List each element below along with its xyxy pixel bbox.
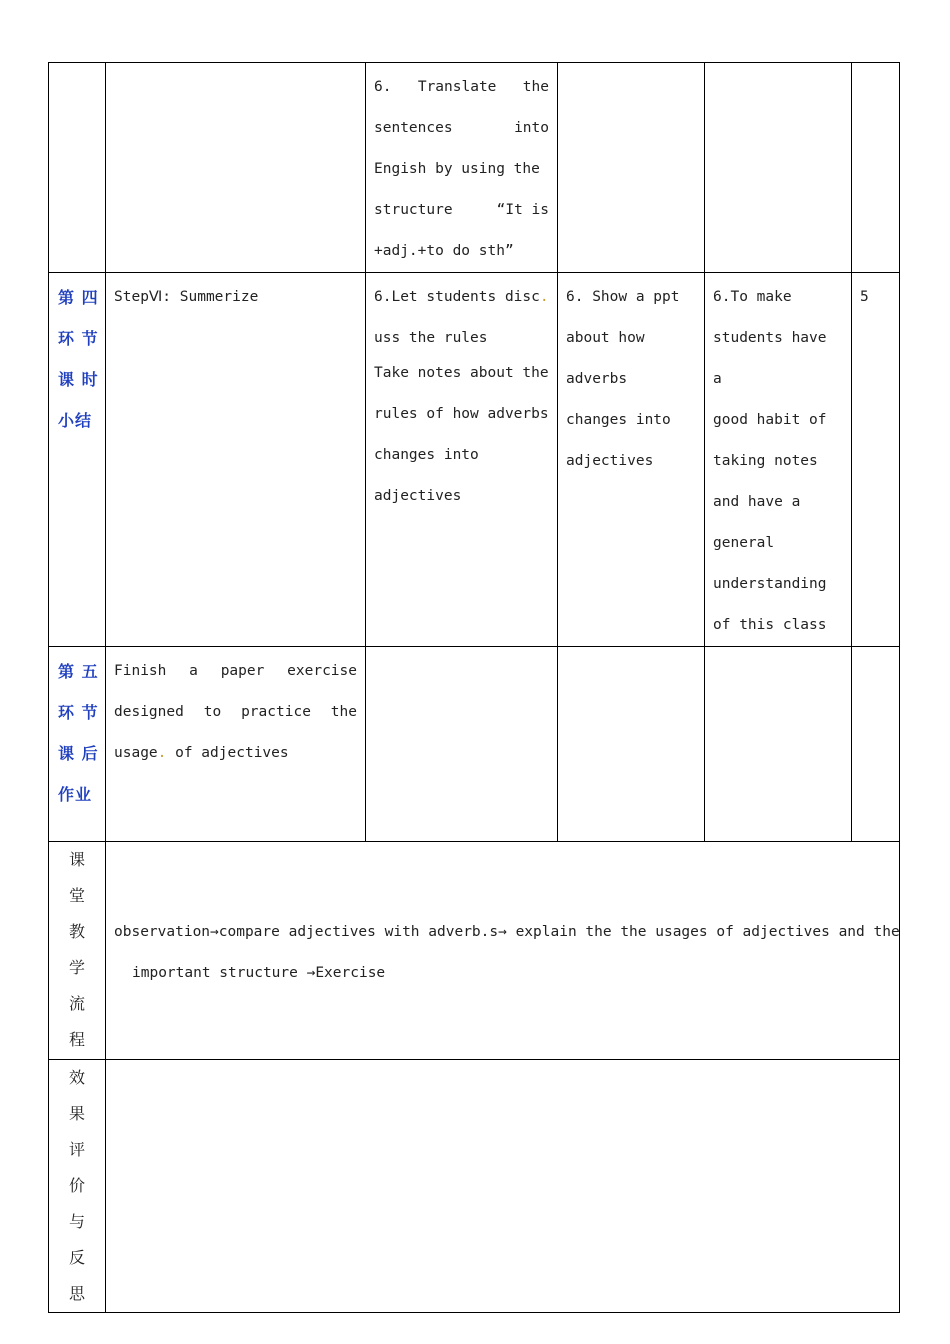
flow-label-char: 堂 xyxy=(68,886,85,905)
purpose-line: understanding xyxy=(713,576,827,592)
media-cell-empty xyxy=(558,647,705,842)
stage-label-line: 课 后 xyxy=(58,744,99,763)
activity-line: +adj.+to do sth” xyxy=(374,243,514,259)
homework-text: Finish a paper exercise designed to practice the usage xyxy=(114,663,357,761)
media-text: 6. Show a ppt about how adverbs changes into adjectives xyxy=(566,289,680,469)
stage-label-line: 小结 xyxy=(58,411,93,430)
time-cell-empty xyxy=(852,647,900,842)
table-row-teaching-flow xyxy=(49,842,900,1060)
time-cell xyxy=(852,273,900,647)
stage-label-cell xyxy=(49,273,106,647)
flow-label-char: 课 xyxy=(68,850,85,869)
homework-text-end: of adjectives xyxy=(166,745,289,761)
activity-word: into xyxy=(514,120,549,136)
reflection-label-char: 果 xyxy=(68,1104,85,1123)
reflection-label-char: 反 xyxy=(68,1248,85,1267)
time-value: 5 xyxy=(860,289,869,305)
purpose-line: and have a xyxy=(713,494,801,510)
activity-word: Translate xyxy=(417,79,497,95)
reflection-label-char: 思 xyxy=(68,1284,85,1303)
stage-label-line: 作业 xyxy=(58,785,93,804)
purpose-line: general xyxy=(713,535,775,551)
content-cell-empty xyxy=(106,63,366,273)
media-cell-empty xyxy=(558,63,705,273)
stage-label-line: 环 节 xyxy=(58,703,99,722)
activity-word: sentences xyxy=(374,120,453,136)
stage-label-line: 第 五 xyxy=(58,662,99,681)
teacher-activity-cell xyxy=(366,273,558,647)
table-row-continuation xyxy=(49,63,900,273)
reflection-label-char: 价 xyxy=(68,1176,85,1195)
student-note-text: Take notes about the rules of how adverbs changes into adjectives xyxy=(374,365,549,504)
stage-label-line: 环 节 xyxy=(58,329,99,348)
flow-line: important structure →Exercise xyxy=(132,965,386,981)
teacher-activity-line: uss the rules xyxy=(374,330,488,346)
homework-dot: . xyxy=(157,745,167,761)
flow-label-char: 学 xyxy=(68,958,85,977)
activity-line: Engish by using the xyxy=(374,161,540,177)
table-row-reflection xyxy=(49,1060,900,1313)
purpose-line: good habit of xyxy=(713,412,827,428)
purpose-line: of this class xyxy=(713,617,827,633)
teacher-activity-cell-empty xyxy=(366,647,558,842)
media-cell xyxy=(558,273,705,647)
flow-label-char: 流 xyxy=(68,994,85,1013)
activity-word: the xyxy=(522,79,549,95)
time-cell-empty xyxy=(852,63,900,273)
step-title: StepⅥ: Summerize xyxy=(114,289,259,305)
reflection-label-char: 效 xyxy=(68,1068,85,1087)
lesson-plan-table xyxy=(48,62,900,1313)
flow-line: observation→compare adjectives with adverb.s→ explain the the usages of adjectives and the xyxy=(114,924,900,940)
teacher-activity-line: 6.Let students disc xyxy=(374,289,540,305)
flow-content-cell xyxy=(106,842,900,1060)
purpose-line: taking notes xyxy=(713,453,818,469)
table-row-stage-five xyxy=(49,647,900,842)
purpose-cell xyxy=(705,273,852,647)
flow-label-cell xyxy=(49,842,106,1060)
reflection-label-char: 评 xyxy=(68,1140,85,1159)
purpose-cell-empty xyxy=(705,647,852,842)
content-cell xyxy=(106,273,366,647)
flow-label-char: 程 xyxy=(68,1030,85,1049)
activity-word: “It is xyxy=(496,202,549,218)
reflection-label-char: 与 xyxy=(68,1212,85,1231)
stage-label-cell xyxy=(49,647,106,842)
activity-word: structure xyxy=(374,202,453,218)
reflection-label-cell xyxy=(49,1060,106,1313)
activity-word: 6. xyxy=(374,79,392,95)
table-row-stage-four xyxy=(49,273,900,647)
stage-cell-empty xyxy=(49,63,106,273)
purpose-line: 6.To make xyxy=(713,289,792,305)
stage-label-line: 第 四 xyxy=(58,288,99,307)
reflection-content-cell xyxy=(106,1060,900,1313)
activity-cell xyxy=(366,63,558,273)
purpose-cell-empty xyxy=(705,63,852,273)
purpose-line: students have a xyxy=(713,330,827,387)
homework-cell xyxy=(106,647,366,842)
stage-label-line: 课 时 xyxy=(58,370,99,389)
flow-label-char: 教 xyxy=(68,922,85,941)
teacher-activity-dot: . xyxy=(539,289,549,305)
